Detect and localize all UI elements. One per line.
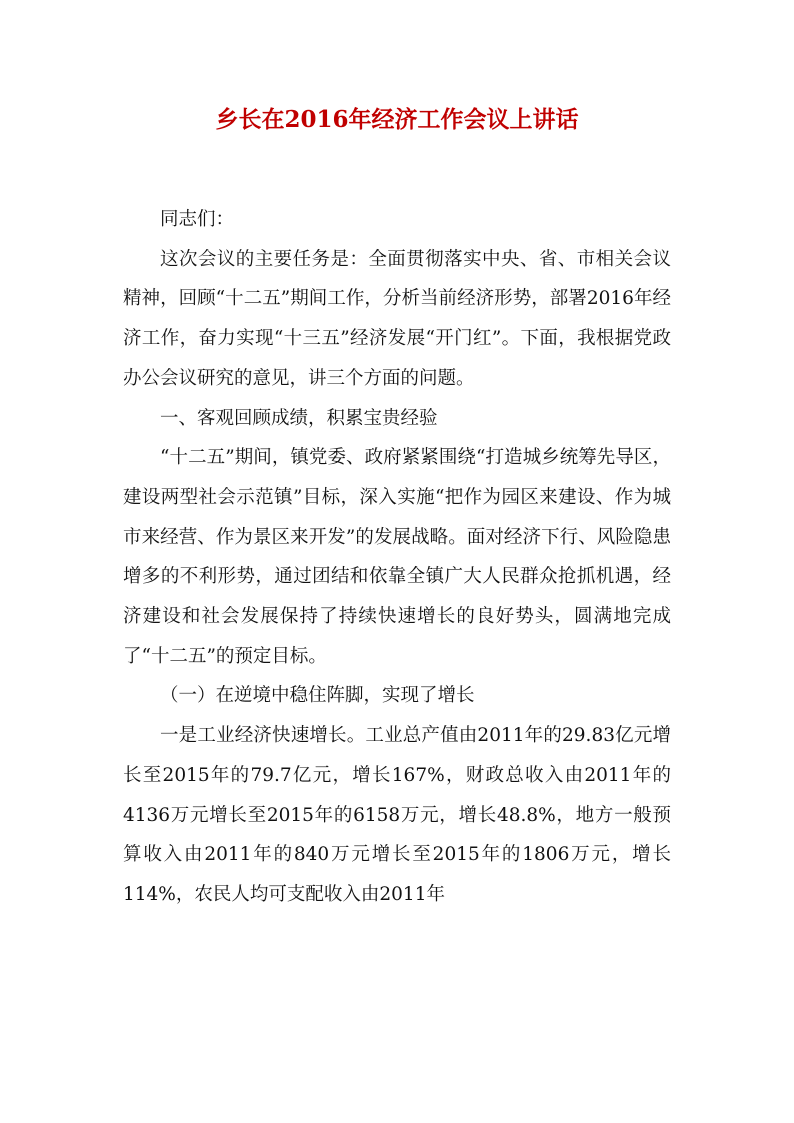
section-heading-1: 一、客观回顾成绩，积累宝贵经验 (160, 407, 438, 429)
subsection-heading-1: （一）在逆境中稳住阵脚，实现了增长 (160, 685, 475, 707)
document-body (123, 200, 671, 915)
paragraph-greeting: 同志们： (160, 209, 235, 230)
paragraph-intro: 这次会议的主要任务是：全面贯彻落实中央、省、市相关会议精神，回顾“十二五”期间工作，分析当前经济形势，部署2016年经济工作，奋力实现“十三五”经济发展“开门红”。下面，我根据党政办公会议研究的意见，讲三个方面的问题。 (123, 248, 671, 389)
document-title: 乡长在2016年经济工作会议上讲话 (215, 106, 579, 133)
paragraph-review: “十二五”期间，镇党委、政府紧紧围绕“打造城乡统筹先导区，建设两型社会示范镇”目标，深入实施“把作为园区来建设、作为城市来经营、作为景区来开发”的发展战略。面对经济下行、风险隐患增多的不利形势，通过团结和依靠全镇广大人民群众抢抓机遇，经济建设和社会发展保持了持续快速增长的良好势头，圆满地完成了“十二五”的预定目标。 (123, 447, 671, 667)
paragraph-industry: 一是工业经济快速增长。工业总产值由2011年的29.83亿元增长至2015年的79.7亿元，增长167%，财政总收入由2011年的4136万元增长至2015年的6158万元，增长48.8%，地方一般预算收入由2011年的840万元增长至2015年的1806万元，增长114%，农民人均可支配收入由2011年 (123, 725, 671, 905)
